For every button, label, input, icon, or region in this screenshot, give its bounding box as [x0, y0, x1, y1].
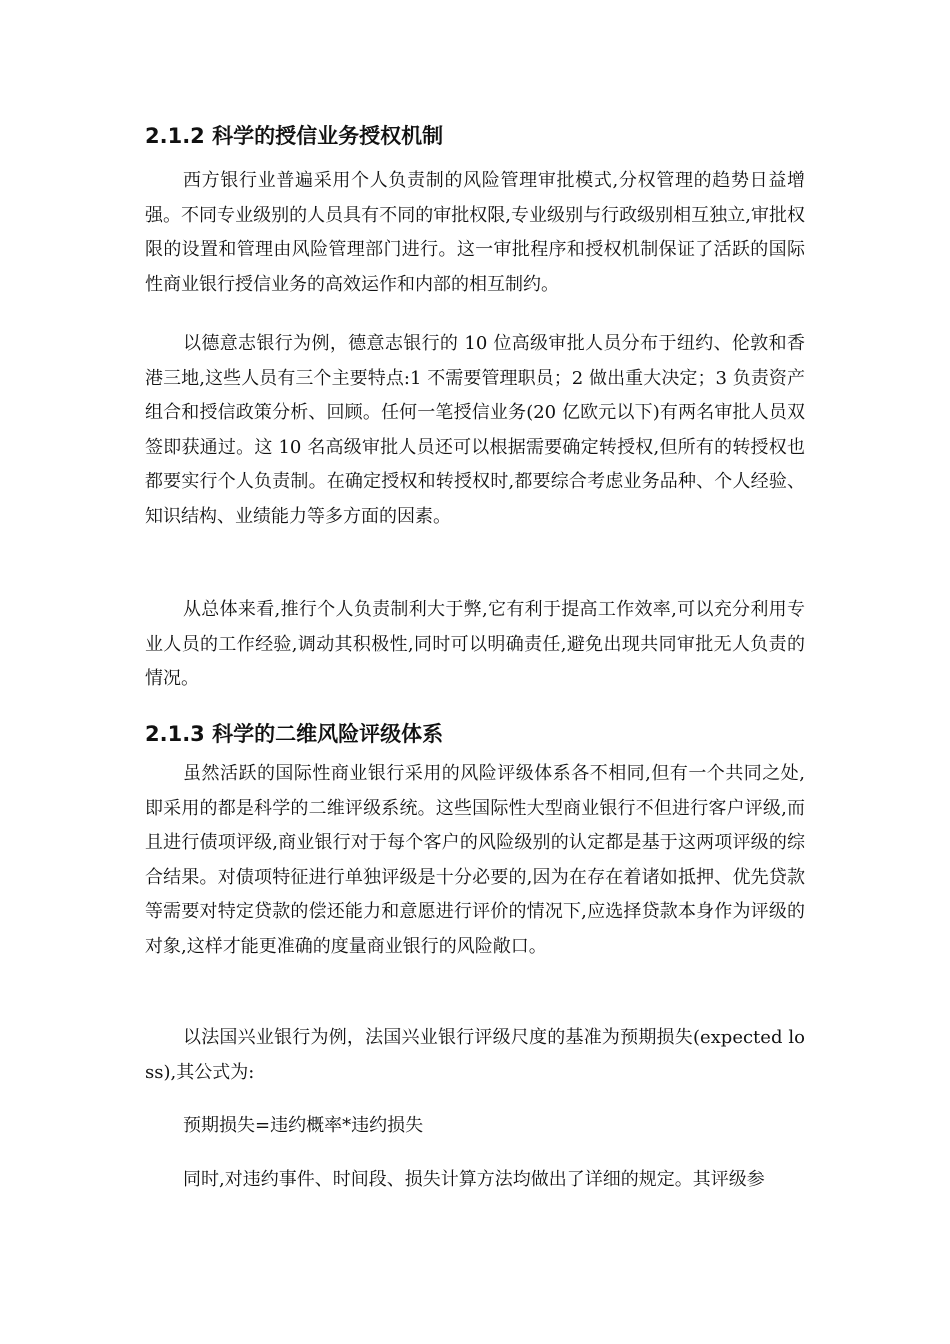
expected-loss-formula: 预期损失=违约概率*违约损失 [183, 1115, 424, 1136]
paragraph-default-definitions: 同时,对违约事件、时间段、损失计算方法均做出了详细的规定。其评级参 [183, 1169, 765, 1190]
paragraph-overall-assessment: 从总体来看,推行个人负责制利大于弊,它有利于提高工作效率,可以充分利用专业人员的工作经验,调动其积极性,同时可以明确责任,避免出现共同审批无人负责的情况。 [145, 599, 805, 689]
section-heading-2-1-3: 2.1.3 科学的二维风险评级体系 [145, 722, 444, 746]
section-heading-2-1-2: 2.1.2 科学的授信业务授权机制 [145, 124, 444, 148]
paragraph-approval-model: 西方银行业普遍采用个人负责制的风险管理审批模式,分权管理的趋势日益增强。不同专业级别的人员具有不同的审批权限,专业级别与行政级别相互独立,审批权限的设置和管理由风险管理部门进行。这一审批程序和授权机制保证了活跃的国际性商业银行授信业务的高效运作和内部的相互制约。 [145, 170, 805, 295]
paragraph-two-dimensional-rating: 虽然活跃的国际性商业银行采用的风险评级体系各不相同,但有一个共同之处,即采用的都是科学的二维评级系统。这些国际性大型商业银行不但进行客户评级,而且进行债项评级,商业银行对于每个客户的风险级别的认定都是基于这两项评级的综合结果。对债项特征进行单独评级是十分必要的,因为在存在着诸如抵押、优先贷款等需要对特定贷款的偿还能力和意愿进行评价的情况下,应选择贷款本身作为评级的对象,这样才能更准确的度量商业银行的风险敞口。 [145, 763, 805, 957]
paragraph-societe-generale-example: 以法国兴业银行为例，法国兴业银行评级尺度的基准为预期损失(expected loss),其公式为: [145, 1027, 805, 1083]
paragraph-deutsche-bank-example: 以德意志银行为例，德意志银行的 10 位高级审批人员分布于纽约、伦敦和香港三地,这些人员有三个主要特点:1 不需要管理职员；2 做出重大决定；3 负责资产组合和授信政策分析、回顾。任何一笔授信业务(20 亿欧元以下)有两名审批人员双签即获通过。这 10 名高级审批人员还可以根据需要确定转授权,但所有的转授权也都要实行个人负责制。在确定授权和转授权时,都要综合考虑业务品种、个人经验、知识结构、业绩能力等多方面的因素。 [145, 333, 805, 527]
